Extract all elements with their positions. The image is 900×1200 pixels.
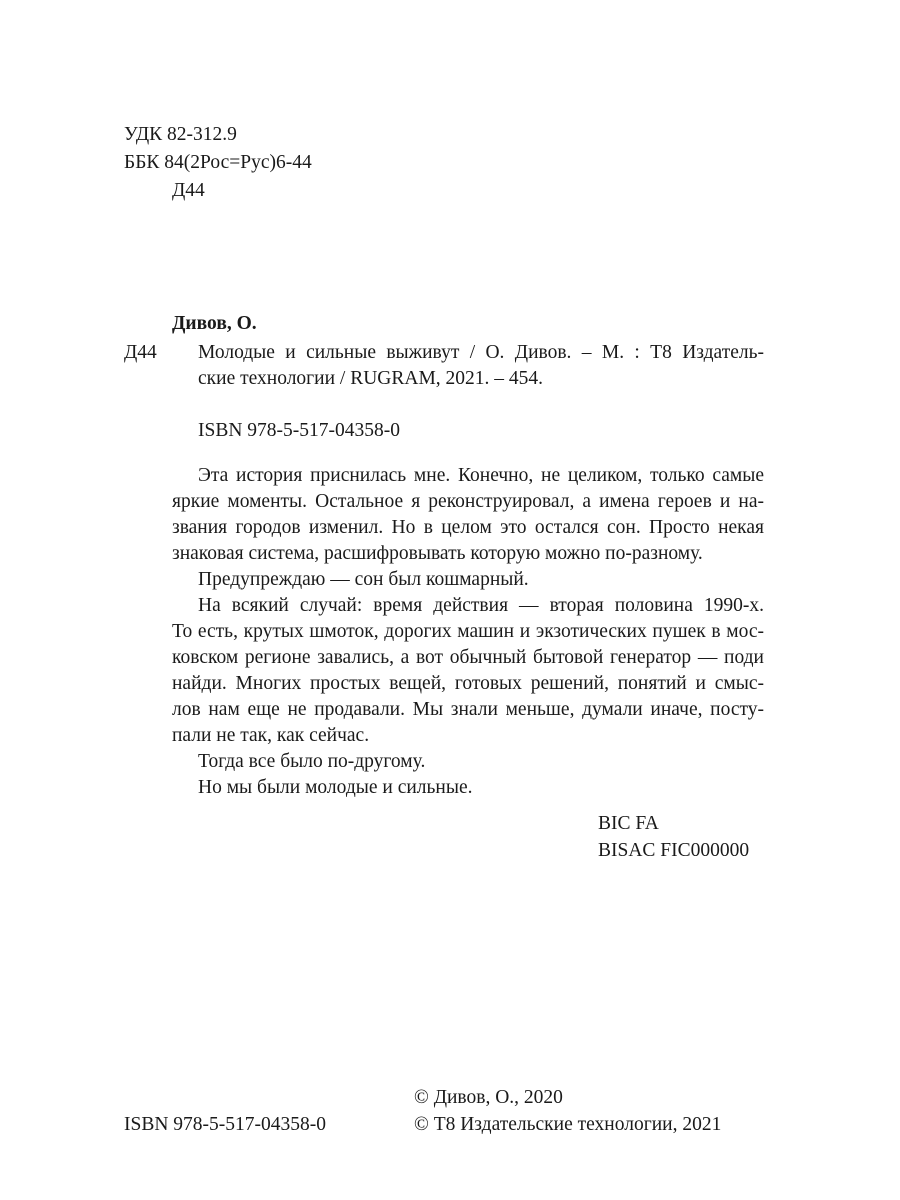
copyright-author: © Дивов, О., 2020 bbox=[414, 1087, 563, 1108]
bisac-code: BISAC FIC000000 bbox=[598, 840, 750, 861]
annotation bbox=[172, 463, 764, 801]
annotation-line: найди. Многих простых вещей, готовых решений, понятий и смыс- bbox=[172, 673, 764, 694]
annotation-line: Эта история приснилась мне. Конечно, не целиком, только самые bbox=[198, 465, 764, 486]
annotation-line: На всякий случай: время действия — вторая половина 1990-х. bbox=[198, 595, 764, 616]
isbn-bib: ISBN 978-5-517-04358-0 bbox=[198, 420, 401, 441]
annotation-line: Но мы были молодые и сильные. bbox=[198, 777, 473, 798]
annotation-line: звания городов изменил. Но в целом это остался сон. Просто некая bbox=[172, 517, 764, 538]
annotation-line: знаковая система, расшифровывать которую можно по-разному. bbox=[172, 543, 703, 564]
bbk-code: ББК 84(2Рос=Рус)6-44 bbox=[124, 152, 312, 173]
copyright-publisher: © Т8 Издательские технологии, 2021 bbox=[414, 1114, 722, 1135]
bibliographic-description bbox=[198, 340, 764, 392]
udk-code: УДК 82-312.9 bbox=[124, 124, 237, 145]
bib-line: Молодые и сильные выживут / О. Дивов. – М. : Т8 Издатель- bbox=[198, 342, 764, 363]
author-sign-code: Д44 bbox=[172, 180, 205, 201]
annotation-line: То есть, крутых шмоток, дорогих машин и экзотических пушек в мос- bbox=[172, 621, 764, 642]
annotation-line: Предупреждаю — сон был кошмарный. bbox=[198, 569, 529, 590]
annotation-line: яркие моменты. Остальное я реконструировал, а имена героев и на- bbox=[172, 491, 764, 512]
bic-code: BIC FA bbox=[598, 813, 659, 834]
author-sign-code-bib: Д44 bbox=[124, 342, 157, 363]
annotation-line: Тогда все было по-другому. bbox=[198, 751, 426, 772]
annotation-line: лов нам еще не продавали. Мы знали меньше, думали иначе, посту- bbox=[172, 699, 764, 720]
isbn-footer: ISBN 978-5-517-04358-0 bbox=[124, 1114, 327, 1135]
annotation-line: пали не так, как сейчас. bbox=[172, 725, 370, 746]
author-heading: Дивов, О. bbox=[172, 313, 257, 334]
bib-line: ские технологии / RUGRAM, 2021. – 454. bbox=[198, 368, 544, 389]
annotation-line: ковском регионе завались, а вот обычный бытовой генератор — поди bbox=[172, 647, 764, 668]
